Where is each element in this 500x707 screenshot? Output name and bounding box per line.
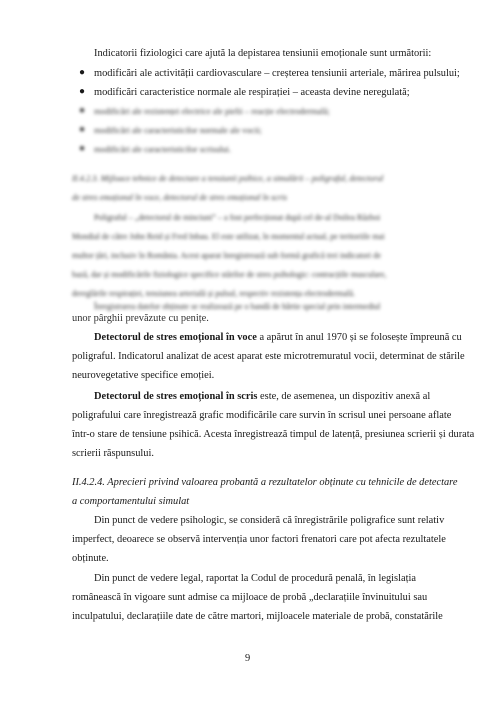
section-heading: a comportamentului simulat [72,496,190,507]
paragraph-line: inculpatului, declarațiile date de către martori, mijloacele materiale de probă, constatările [72,611,443,622]
voice-detector-line: neurovegetative specifice emoției. [72,370,215,381]
paragraph-line: imperfect, deoarece se observă intervenția unor factori frenatori care pot afecta rezultatele [72,534,446,545]
blurred-paragraph-line: Înregistrarea datelor obținute se realizează pe o bandă de hârtie special prin intermediul [94,302,381,311]
bullet-icon: ● [79,86,86,97]
paragraph-line: românească în vigoare sunt admise ca mijloace de probă „declarațiile învinuitului sau [72,592,428,603]
bullet-icon: ● [79,143,86,154]
blurred-paragraph-line: Mondial de către John Reid și Fred Inbau. El este utilizat, în momentul actual, pe teritoriile mai [72,232,385,241]
bullet-item: modificări ale rezistenței electrice ale pielii – reacție electrodermală; [94,106,330,116]
bullet-icon: ● [79,67,86,78]
intro-text: Indicatorii fiziologici care ajută la depistarea tensiunii emoționale sunt următorii: [94,48,432,59]
blurred-heading: II.4.2.3. Mijloace tehnice de detectare a tensiunii psihice, a simulării – poligraful, detectorul [72,174,384,183]
blurred-paragraph-line: Poligraful – „detectorul de minciuni” – a fost perfecționat după cel de-al Doilea Război [94,213,381,222]
blurred-paragraph-line: dereglările respirației, tensiunea arterială și pulsul, respectiv rezistența electrodermală. [72,289,356,298]
bullet-item: modificări caracteristice normale ale respirației – aceasta devine neregulată; [94,87,410,98]
blurred-paragraph-line: bază, dar și modificările fiziologice specifice stărilor de stres psihologic: contracțiile musculare, [72,270,387,279]
writing-detector-line: într-o stare de tensiune psihică. Acesta înregistrează timpul de latență, presiunea scrierii și durata [72,429,475,440]
voice-detector-line: Detectorul de stres emoțional în voce a apărut în anul 1970 și se folosește împreună cu [94,332,462,343]
voice-detector-term: Detectorul de stres emoțional în voce [94,332,257,343]
bullet-icon: ● [79,105,86,116]
bullet-item: modificări ale caracteristicilor normale ale vocii; [94,125,262,135]
blurred-heading: de stres emoțional în voce, detectorul de stres emoțional în scris [72,193,287,202]
paragraph-line: Din punct de vedere legal, raportat la Codul de procedură penală, în legislația [94,573,416,584]
page-number: 9 [245,653,251,664]
blurred-paragraph-line: multor țări, inclusiv în România. Acest aparat înregistrează sub formă grafică trei indicatori de [72,251,381,260]
writing-detector-line: scrierii răspunsului. [72,448,154,459]
bullet-icon: ● [79,124,86,135]
paragraph-line: Din punct de vedere psihologic, se consideră că înregistrările poligrafice sunt relativ [94,515,445,526]
writing-detector-line: Detectorul de stres emoțional în scris este, de asemenea, un dispozitiv anexă al [94,391,431,402]
paragraph-tail: unor pârghii prevăzute cu penițe. [72,313,209,324]
writing-detector-line: poligrafului care înregistrează grafic modificările care survin în scrisul unei persoane aflate [72,410,452,421]
paragraph-line: obținute. [72,553,109,564]
writing-detector-term: Detectorul de stres emoțional în scris [94,391,258,402]
bullet-item: modificări ale activității cardiovasculare – creșterea tensiunii arteriale, mărirea pulsului; [94,68,460,79]
voice-detector-line: poligraful. Indicatorul analizat de acest aparat este microtremuratul vocii, determinat de stările [72,351,465,362]
bullet-item: modificări ale caracteristicilor scrisului. [94,144,231,154]
section-heading: II.4.2.4. Aprecieri privind valoarea probantă a rezultatelor obținute cu tehnicile de detectare [72,477,458,488]
